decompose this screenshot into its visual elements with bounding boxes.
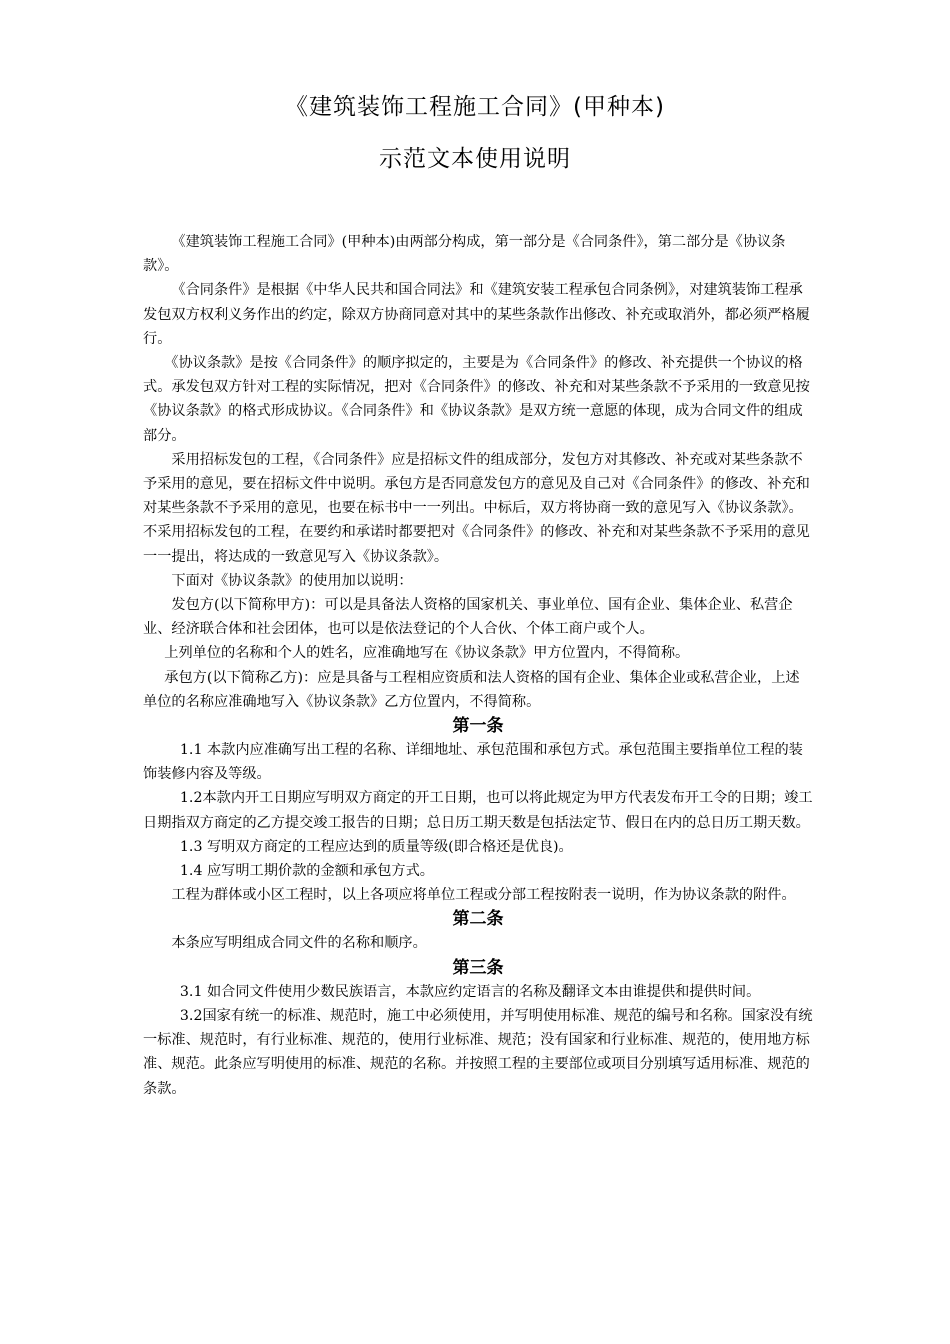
- document-title: 《建筑装饰工程施工合同》(甲种本): [285, 94, 665, 120]
- clause-1-1: 1.1 本款内应准确写出工程的名称、详细地址、承包范围和承包方式。承包范围主要指单位工程的装饰装修内容及等级。: [143, 742, 803, 783]
- section-heading-2: 第二条: [452, 909, 504, 930]
- paragraph-composition: 《建筑装饰工程施工合同》(甲种本)由两部分构成，第一部分是《合同条件》，第二部分是《协议条款》。: [143, 234, 786, 275]
- paragraph-agreement-terms: 《协议条款》是按《合同条件》的顺序拟定的，主要是为《合同条件》的修改、补充提供一个协议的格式。承发包双方针对工程的实际情况，把对《合同条件》的修改、补充和对某些条款不予采用的一致意见按《协议条款》的格式形成协议。《合同条件》和《协议条款》是双方统一意愿的体现，成为合同文件的组成部分。: [143, 355, 810, 444]
- clause-3-1: 3.1 如合同文件使用少数民族语言，本款应约定语言的名称及翻译文本由谁提供和提供时间。: [179, 983, 761, 1000]
- clause-1-4: 1.4 应写明工期价款的金额和承包方式。: [179, 863, 434, 880]
- section-heading-3: 第三条: [452, 957, 504, 978]
- paragraph-party-b: 承包方(以下简称乙方)：应是具备与工程相应资质和法人资格的国有企业、集体企业或私营企业，上述单位的名称应准确地写入《协议条款》乙方位置内，不得简称。: [143, 669, 800, 710]
- clause-1-3: 1.3 写明双方商定的工程应达到的质量等级(即合格还是优良)。: [179, 838, 573, 855]
- document-subtitle: 示范文本使用说明: [379, 146, 571, 172]
- paragraph-names: 上列单位的名称和个人的姓名，应准确地写在《协议条款》甲方位置内，不得简称。: [164, 645, 690, 662]
- clause-3-2: 3.2国家有统一的标准、规范时，施工中必须使用，并写明使用标准、规范的编号和名称。国家没有统一标准、规范时，有行业标准、规范的，使用行业标准、规范；没有国家和行业标准、规范的，使用地方标准、规范。此条应写明使用的标准、规范的名称。并按照工程的主要部位或项目分别填写适用标准、规范的条款。: [143, 1007, 813, 1097]
- section-heading-1: 第一条: [452, 716, 504, 737]
- paragraph-usage-intro: 下面对《协议条款》的使用加以说明：: [171, 572, 413, 589]
- clause-2: 本条应写明组成合同文件的名称和顺序。: [171, 935, 427, 952]
- paragraph-contract-conditions: 《合同条件》是根据《中华人民共和国合同法》和《建筑安装工程承包合同条例》，对建筑装饰工程承发包双方权利义务作出的约定，除双方协商同意对其中的某些条款作出修改、补充或取消外，都必须严格履行。: [143, 282, 810, 347]
- paragraph-party-a: 发包方(以下简称甲方)：可以是具备法人资格的国家机关、事业单位、国有企业、集体企业、私营企业、经济联合体和社会团体，也可以是依法登记的个人合伙、个体工商户或个人。: [143, 597, 793, 638]
- clause-1-2: 1.2本款内开工日期应写明双方商定的开工日期，也可以将此规定为甲方代表发布开工令的日期；竣工日期指双方商定的乙方提交竣工报告的日期；总日历工期天数是包括法定节、假日在内的总日历工期天数。: [143, 790, 813, 831]
- clause-1-note: 工程为群体或小区工程时，以上各项应将单位工程或分部工程按附表一说明，作为协议条款的附件。: [171, 887, 796, 904]
- document-body: [143, 230, 813, 1101]
- paragraph-tender: 采用招标发包的工程，《合同条件》应是招标文件的组成部分，发包方对其修改、补充或对某些条款不予采用的意见，要在招标文件中说明。承包方是否同意发包方的意见及自己对《合同条件》的修改、补充和对某些条款不予采用的意见，也要在标书中一一列出。中标后，双方将协商一致的意见写入《协议条款》。不采用招标发包的工程，在要约和承诺时都要把对《合同条件》的修改、补充和对某些条款不予采用的意见一一提出，将达成的一致意见写入《协议条款》。: [143, 451, 810, 565]
